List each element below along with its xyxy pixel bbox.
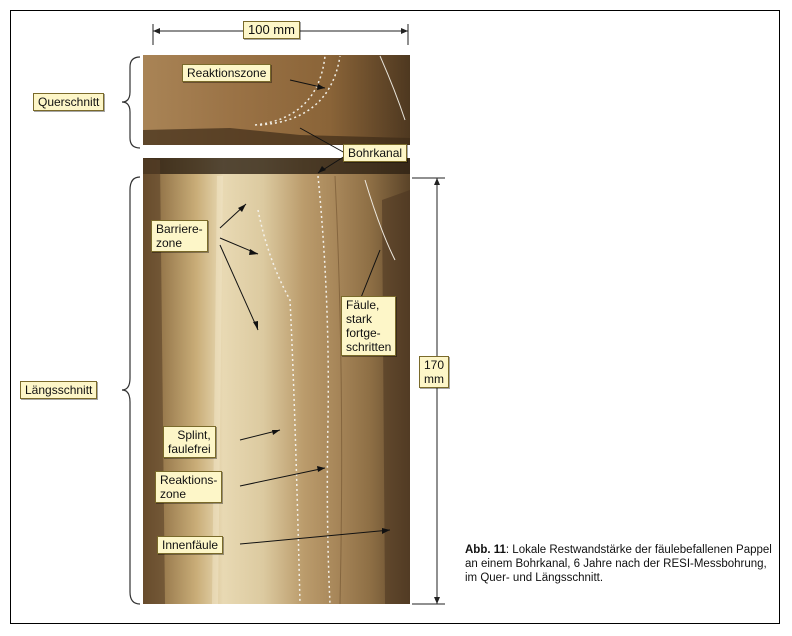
label-laengsschnitt: Längsschnitt — [20, 381, 97, 399]
label-reaktionszone-bottom — [155, 471, 222, 503]
faeule-line2: stark — [346, 312, 373, 326]
brace-querschnitt — [122, 57, 140, 148]
label-barrierezone — [151, 220, 208, 252]
figure-caption — [465, 543, 775, 585]
dimension-170mm — [412, 178, 445, 604]
dim170-line2: mm — [424, 372, 445, 386]
caption-text: : Lokale Restwandstärke der fäulebefallenen Pappel an einem Bohrkanal, 6 Jahre nach der RESI-Messbohrung, im Quer- und Längsschnitt. — [465, 544, 772, 584]
label-querschnitt: Querschnitt — [33, 93, 104, 111]
splint-line1: Splint, — [177, 428, 211, 442]
label-splint — [163, 426, 216, 458]
caption-number: Abb. 11 — [465, 544, 506, 556]
dimension-label-170mm — [419, 356, 449, 388]
splint-line2: faulefrei — [168, 442, 211, 456]
label-bohrkanal: Bohrkanal — [343, 144, 407, 162]
brace-laengsschnitt — [122, 177, 140, 604]
faeule-line3: fortge- — [346, 326, 381, 340]
barriere-line1: Barriere- — [156, 222, 203, 236]
reaktions-line2: zone — [160, 487, 187, 501]
dim170-line1: 170 — [424, 358, 445, 372]
barriere-line2: zone — [156, 236, 183, 250]
faeule-line4: schritten — [346, 340, 392, 354]
faeule-line1: Fäule, — [346, 298, 380, 312]
label-faeule — [341, 296, 396, 356]
label-reaktionszone-top: Reaktionszone — [182, 64, 271, 82]
reaktions-line1: Reaktions- — [160, 473, 218, 487]
label-innenfaeule: Innenfäule — [157, 536, 223, 554]
dimension-label-100mm: 100 mm — [243, 21, 300, 39]
